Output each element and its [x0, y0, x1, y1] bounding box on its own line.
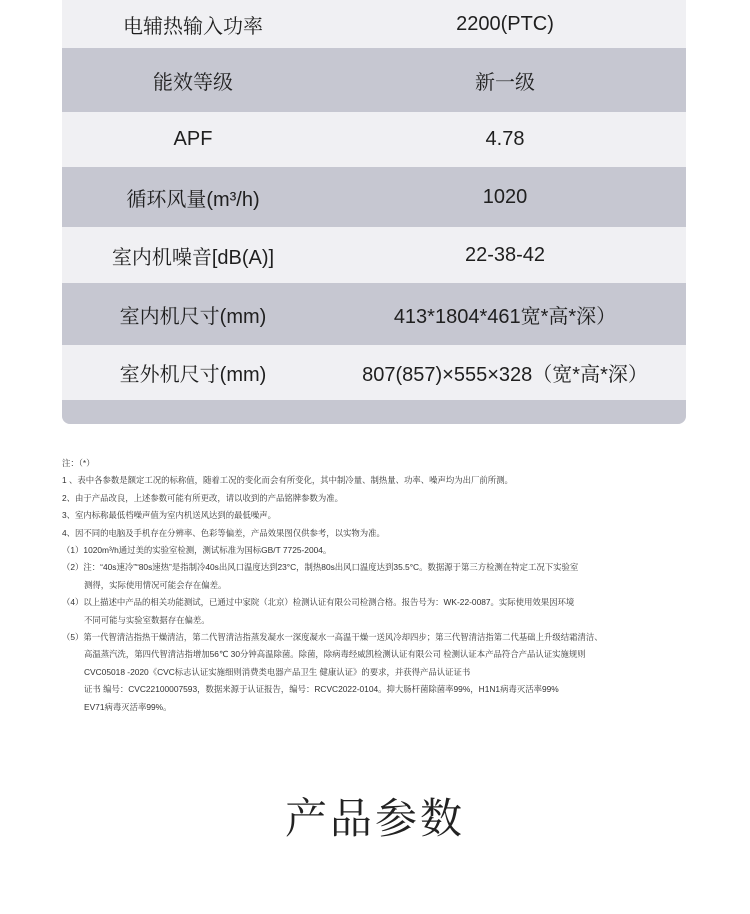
spec-value: 22-38-42 — [464, 243, 546, 266]
note-line: CVC05018 -2020《CVC标志认证实施细则消费类电器产品卫生 健康认证》的要求，并获得产品认证证书 — [84, 666, 471, 677]
notes-block — [62, 455, 692, 716]
spec-value: 807(857)×555×328（宽*高*深） — [362, 364, 648, 386]
note-line: 3、室内标称最低档噪声值为室内机送风达到的最低噪声。 — [62, 510, 277, 521]
spec-label: APF — [173, 128, 213, 150]
spec-value: 413*1804*461宽*高*深） — [393, 305, 617, 328]
spec-row — [62, 0, 686, 48]
note-line: 高温蒸汽洗，第四代智清洁指增加56℃ 30分钟高温除菌。除菌，除病毒经威凯检测认证有限公司 检测认证本产品符合产品认证实施规则 — [84, 649, 586, 660]
note-line: 证书 编号：CVC22100007593，数据来源于认证报告，编号：RCVC2022-0104。抑大肠杆菌除菌率99%，H1N1病毒灭活率99% — [84, 684, 559, 695]
notes-heading: 注：（*） — [62, 458, 95, 468]
spec-value: 1020 — [482, 185, 528, 208]
spec-row — [62, 345, 686, 400]
spec-row — [62, 283, 686, 345]
note-line: 2、由于产品改良，上述参数可能有所更改，请以收到的产品铭牌参数为准。 — [62, 492, 344, 503]
note-line: （5）第一代智清洁指热干燥清洁，第二代智清洁指蒸发凝水一深度凝水一高温干燥一送风冷却四步；第三代智清洁指第二代基础上升级结霜清洁、 — [62, 632, 603, 643]
spec-label: 室内机噪音[dB(A)] — [111, 246, 275, 269]
note-line: （1）1020m³/h通过美的实验室检测，测试标准为国标GB/T 7725-2004。 — [62, 545, 332, 556]
note-line: （4）以上描述中产品的相关功能测试，已通过中家院（北京）检测认证有限公司检测合格。报告号为：WK-22-0087。实际使用效果因环境 — [62, 597, 575, 608]
spec-value: 2200(PTC) — [456, 12, 554, 35]
spec-label: 能效等级 — [153, 71, 233, 94]
note-line: EV71病毒灭活率99%。 — [84, 701, 172, 712]
spec-row — [62, 227, 686, 283]
spec-table — [62, 0, 686, 424]
spec-label: 电辅热输入功率 — [123, 15, 263, 38]
spec-value: 4.78 — [485, 128, 525, 150]
spec-value: 新一级 — [475, 71, 535, 94]
spec-label: 室外机尺寸(mm) — [119, 364, 267, 386]
note-line: 4、因不同的电脑及手机存在分辨率、色彩等偏差，产品效果图仅供参考，以实物为准。 — [62, 527, 385, 538]
note-line: 不同可能与实验室数据存在偏差。 — [84, 614, 210, 625]
section-title: 产品参数 — [284, 794, 465, 843]
spec-label: 循环风量(m³/h) — [126, 188, 260, 211]
spec-row — [62, 48, 686, 112]
spec-label: 室内机尺寸(mm) — [119, 305, 267, 328]
note-line: 1 、表中各参数是额定工况的标称值，随着工况的变化而会有所变化，其中制冷量、制热量、功率、噪声均为出厂前所测。 — [62, 475, 513, 486]
table-bottom-band — [62, 400, 686, 424]
note-line: 测得，实际使用情况可能会存在偏差。 — [84, 579, 227, 590]
spec-row — [62, 112, 686, 167]
note-line: （2）注：“40s速冷”“80s速热”是指制冷40s出风口温度达到23°C，制热80s出风口温度达到35.5°C。数据源于第三方检测在特定工况下实验室 — [62, 562, 579, 573]
spec-row — [62, 167, 686, 227]
